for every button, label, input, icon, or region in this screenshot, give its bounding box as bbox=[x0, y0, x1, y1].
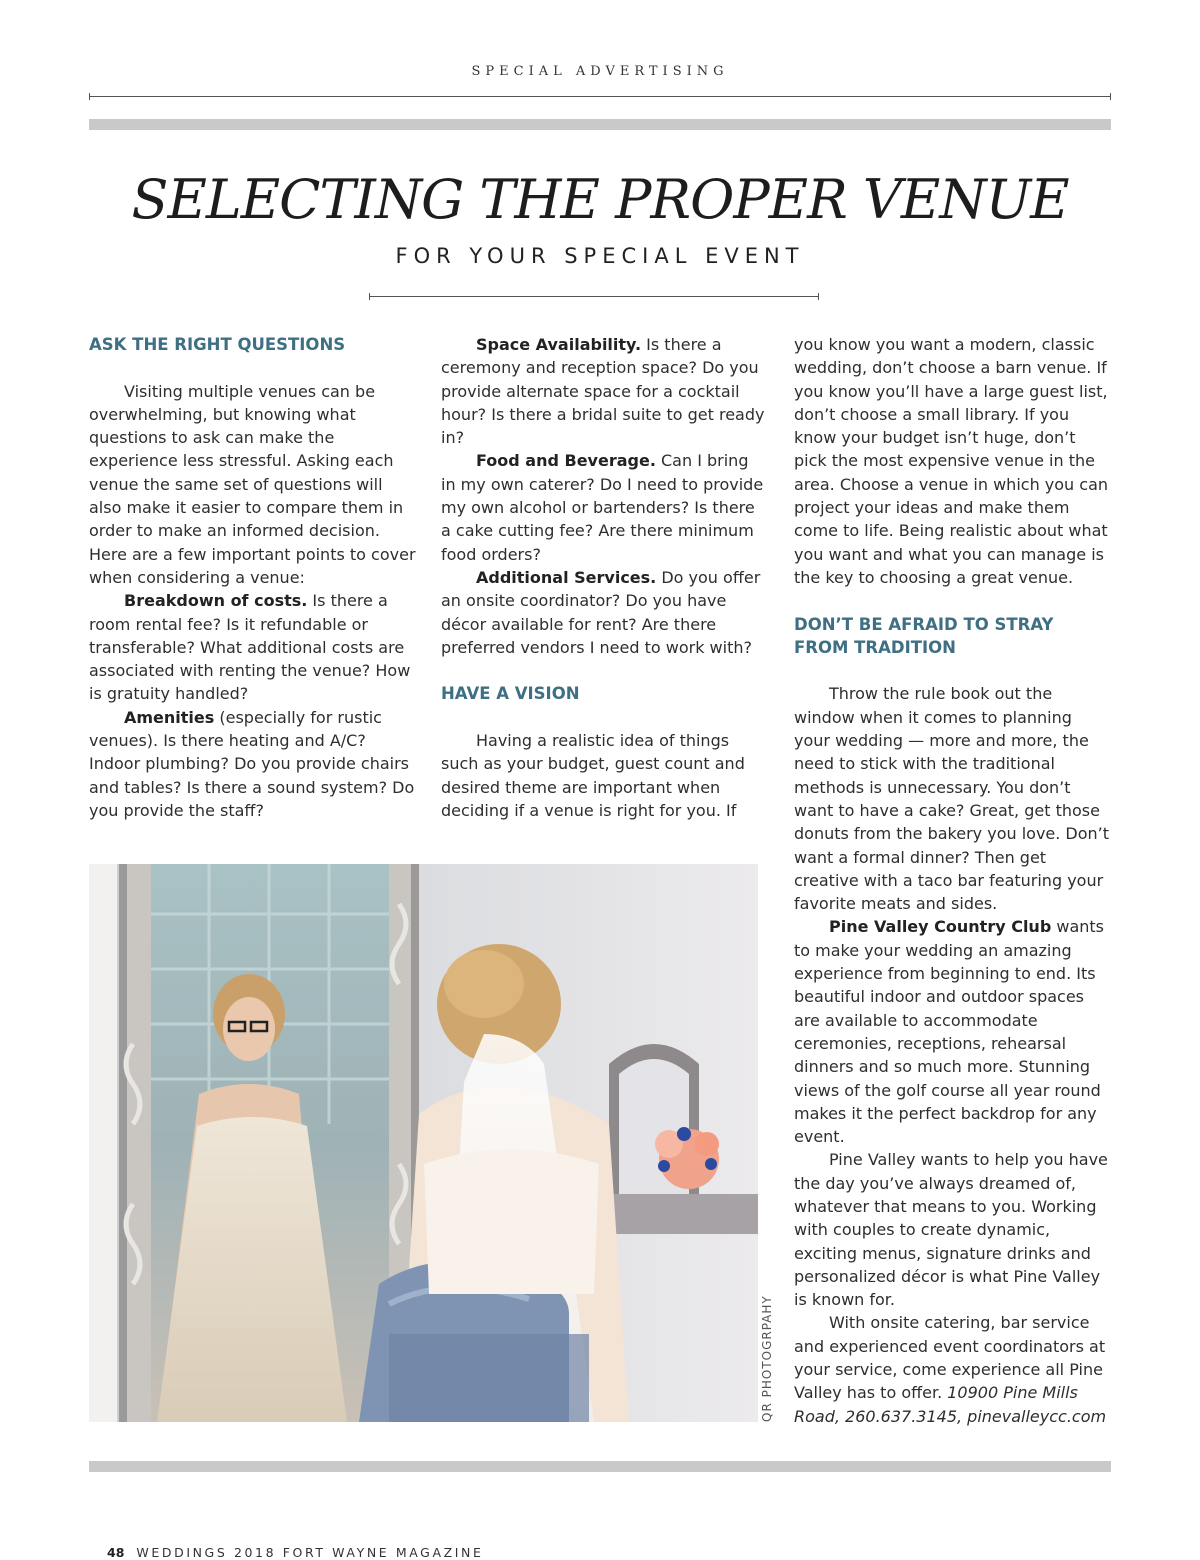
text-costs: Is there a room rental fee? Is it refundable or transferable? What additional costs are associated with renting the venue? How is gratuity handled? bbox=[89, 591, 411, 704]
article-title: SELECTING THE PROPER VENUE bbox=[131, 168, 1069, 231]
paragraph-closing bbox=[794, 1311, 1112, 1427]
paragraph-help: Pine Valley wants to help you have the day you’ve always dreamed of, whatever that means to you. Working with couples to create dynamic, exciting menus, signature drinks and personalized décor is what Pine Valley is known for. bbox=[794, 1150, 1108, 1310]
label-services: Additional Services. bbox=[476, 567, 657, 587]
section-kicker: SPECIAL ADVERTISING bbox=[471, 64, 729, 79]
paragraph-food bbox=[441, 449, 765, 565]
text-food: Can I bring in my own caterer? Do I need to provide my own alcohol or bartenders? Is there a cake cutting fee? Are there minimum food orders? bbox=[441, 451, 764, 564]
label-club: Pine Valley Country Club bbox=[829, 917, 1052, 937]
text-closing: With onsite catering, bar service and experienced event coordinators at your service, come experience all Pine Valley has to offer. bbox=[794, 1313, 1106, 1403]
text-space: Is there a ceremony and reception space? Do you provide alternate space for a cocktail hour? Is there a bridal suite to get ready in? bbox=[441, 335, 765, 448]
label-space: Space Availability. bbox=[476, 335, 642, 354]
text-services: Do you offer an onsite coordinator? Do you have décor available for rent? Are there preferred vendors I need to work with? bbox=[441, 567, 761, 657]
label-amenities: Amenities bbox=[124, 707, 215, 727]
title-rule-tick-right bbox=[818, 293, 819, 300]
publication-name: WEDDINGS 2018 FORT WAYNE MAGAZINE bbox=[136, 1545, 484, 1560]
text-club: wants to make your wedding an amazing experience from beginning to end. Its beautiful indoor and outdoor spaces are available to accommodate ceremonies, receptions, rehearsal dinners and so much more. Stunning views of the golf course all year round makes it the perfect backdrop for any event. bbox=[794, 917, 1105, 1147]
bottom-divider-bar bbox=[89, 1461, 1111, 1472]
heading-stray-tradition: DON’T BE AFRAID TO STRAY FROM TRADITION bbox=[794, 614, 1054, 657]
contact-info: 10900 Pine Mills Road, 260.637.3145, pinevalleycc.com bbox=[794, 1383, 1107, 1426]
page-number: 48 bbox=[107, 1545, 125, 1560]
paragraph-tradition: Throw the rule book out the window when it comes to planning your wedding — more and more, the need to stick with the traditional methods is unnecessary. You don’t want to have a cake? Great, get those donuts from the bakery you love. Don’t want a formal dinner? Then get creative with a taco bar featuring your favorite meats and sides. bbox=[794, 684, 1110, 914]
text-amenities: (especially for rustic venues). Is there heating and A/C? Indoor plumbing? Do you provide chairs and tables? Is there a sound system? Do you provide the staff? bbox=[89, 707, 415, 820]
paragraph-costs bbox=[89, 589, 419, 705]
photo-credit: QR PHOTOGRPAHY bbox=[760, 1295, 774, 1422]
header-rule-tick-left bbox=[89, 93, 90, 100]
article-subtitle: FOR YOUR SPECIAL EVENT bbox=[395, 244, 805, 268]
label-food: Food and Beverage. bbox=[476, 451, 656, 471]
paragraph-amenities bbox=[89, 706, 419, 822]
column-2 bbox=[441, 333, 765, 822]
label-costs: Breakdown of costs. bbox=[124, 591, 308, 611]
paragraph-services bbox=[441, 566, 765, 659]
paragraph-vision-continued: you know you want a modern, classic wedding, don’t choose a barn venue. If you know you’ll have a large guest list, don’t choose a small library. If you know your budget isn’t huge, don’t pick the most expensive venue in the area. Choose a venue in which you can project your ideas and make them come to life. Being realistic about what you want and what you can manage is the key to choosing a great venue. bbox=[794, 335, 1109, 587]
paragraph-intro: Visiting multiple venues can be overwhelming, but knowing what questions to ask can make the experience less stressful. Asking each venue the same set of questions will also make it easier to compare them in order to make an informed decision. Here are a few important points to cover when considering a venue: bbox=[89, 381, 416, 587]
bride-mirror-photo bbox=[89, 864, 758, 1422]
paragraph-vision: Having a realistic idea of things such as your budget, guest count and desired theme are important when deciding if a venue is right for you. If bbox=[441, 731, 745, 820]
header-rule bbox=[89, 96, 1111, 97]
paragraph-club bbox=[794, 915, 1112, 1148]
column-1 bbox=[89, 333, 419, 822]
header-rule-tick-right bbox=[1110, 93, 1111, 100]
paragraph-space bbox=[441, 333, 765, 449]
top-divider-bar bbox=[89, 119, 1111, 130]
photo-illustration bbox=[89, 864, 758, 1422]
heading-ask-questions: ASK THE RIGHT QUESTIONS bbox=[89, 335, 346, 354]
title-rule bbox=[369, 296, 819, 297]
column-3 bbox=[794, 333, 1112, 1428]
title-rule-tick-left bbox=[369, 293, 370, 300]
heading-have-vision: HAVE A VISION bbox=[441, 684, 580, 704]
